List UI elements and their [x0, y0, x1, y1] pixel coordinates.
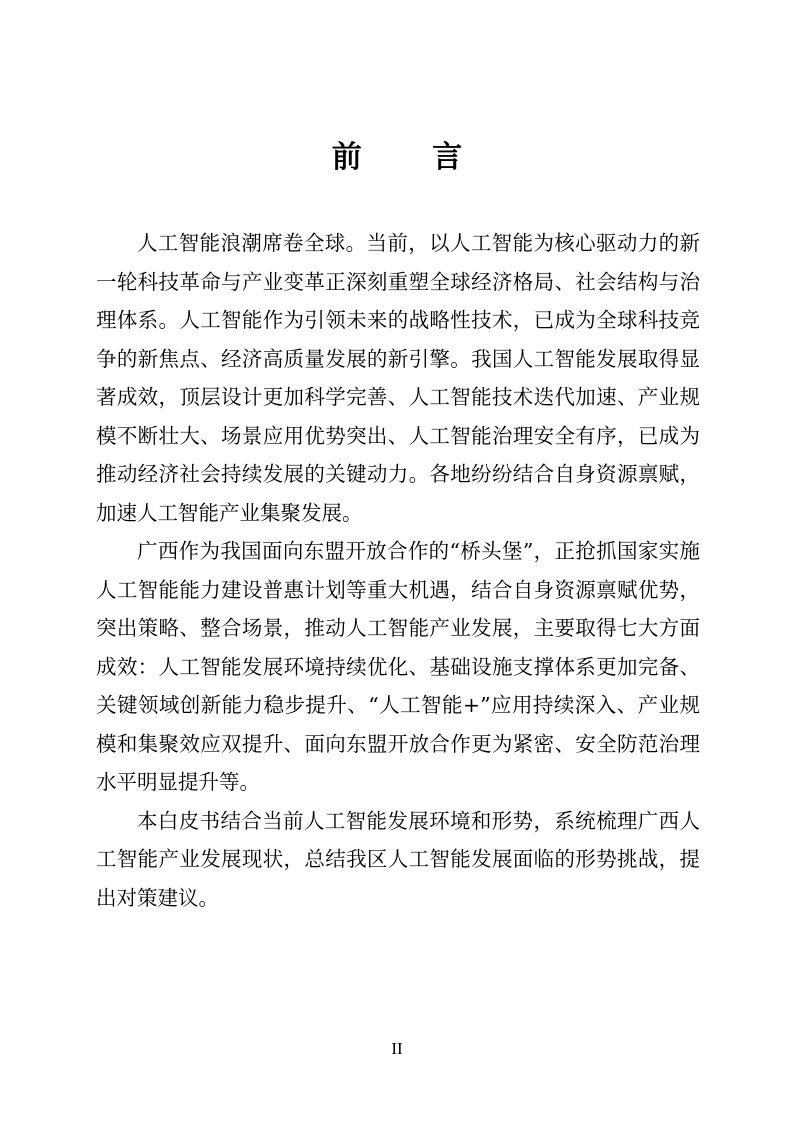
page-number: II — [391, 1039, 403, 1058]
page-title: 前 言 — [331, 140, 493, 175]
paragraph-3: 本白皮书结合当前人工智能发展环境和形势，系统梳理广西人工智能产业发展现状，总结我区人工智能发展面临的形势挑战，提出对策建议。 — [96, 808, 700, 910]
body-text — [96, 224, 700, 917]
paragraph-2: 广西作为我国面向东盟开放合作的“桥头堡”，正抢抓国家实施人工智能能力建设普惠计划等重大机遇，结合自身资源禀赋优势，突出策略、整合场景，推动人工智能产业发展，主要取得七大方面成效：人工智能发展环境持续优化、基础设施支撑体系更加完备、关键领域创新能力稳步提升、“人工智能+”应用持续深入、产业规模和集聚效应双提升、面向东盟开放合作更为紧密、安全防范治理水平明显提升等。 — [96, 539, 700, 794]
paragraph-1: 人工智能浪潮席卷全球。当前，以人工智能为核心驱动力的新一轮科技革命与产业变革正深刻重塑全球经济格局、社会结构与治理体系。人工智能作为引领未来的战略性技术，已成为全球科技竞争的新焦点、经济高质量发展的新引擎。我国人工智能发展取得显著成效，顶层设计更加科学完善、人工智能技术迭代加速、产业规模不断壮大、场景应用优势突出、人工智能治理安全有序，已成为推动经济社会持续发展的关键动力。各地纷纷结合自身资源禀赋，加速人工智能产业集聚发展。 — [96, 231, 700, 525]
